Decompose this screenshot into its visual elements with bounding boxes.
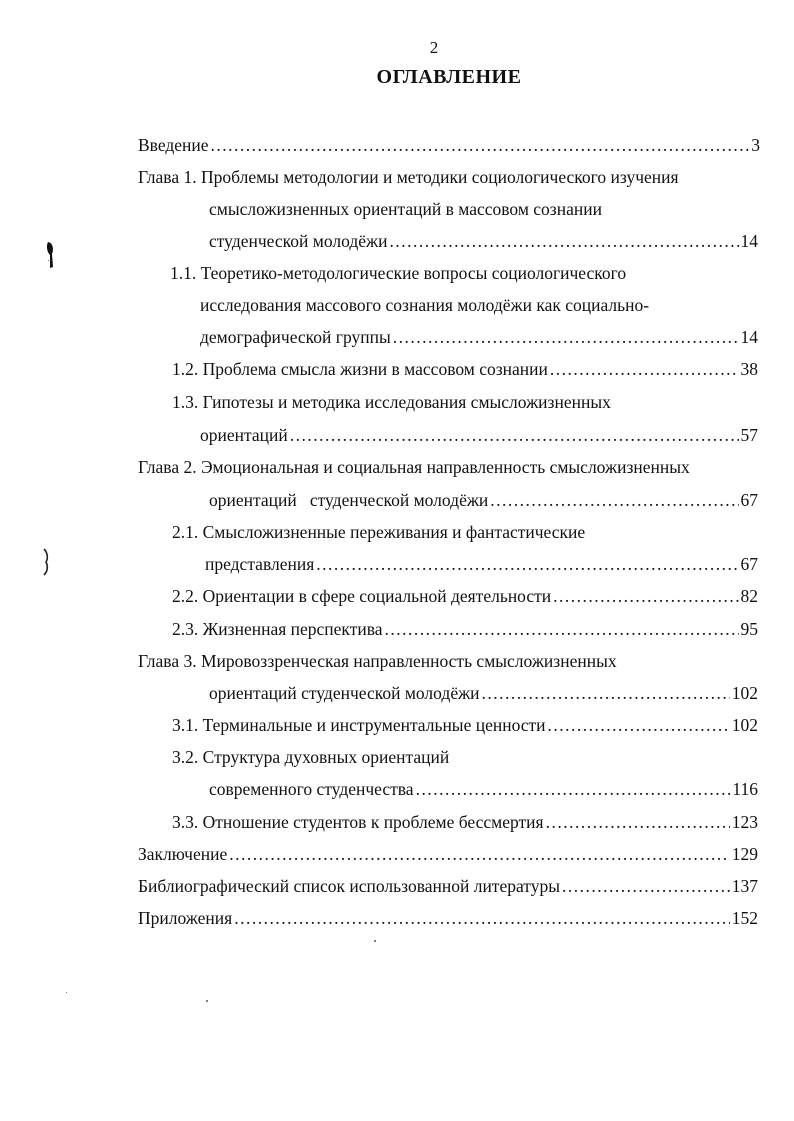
toc-entry-chapter-1[interactable] [209,230,758,252]
toc-page-number: 152 [731,908,758,928]
toc-entry-title: демографической группы [200,327,391,347]
toc-page-number: 3 [751,135,760,155]
toc-page-number: 102 [731,715,758,735]
toc-entry-title: Приложения [138,908,233,928]
page-number: 2 [429,38,439,57]
scan-artifact-speck [374,940,376,942]
toc-section-3-2-line-1[interactable]: 3.2. Структура духовных ориентаций [172,747,450,767]
toc-leader-dots [393,326,739,348]
toc-page-number: 38 [740,359,758,379]
toc-chapter-1-line-1[interactable]: Глава 1. Проблемы методологии и методики социологического изучения [138,167,679,187]
toc-entry-title: 3.3. Отношение студентов к проблеме бессмертия [172,812,544,832]
toc-chapter-3-line-1[interactable]: Глава 3. Мировоззренческая направленность смысложизненных [138,651,617,671]
toc-entry-section-2-2[interactable] [172,585,758,607]
toc-page-number: 137 [731,876,758,896]
toc-leader-dots [550,358,739,380]
toc-leader-dots [416,778,731,800]
toc-leader-dots [389,230,738,252]
scan-artifact-speck [48,260,49,261]
toc-leader-dots [553,585,738,607]
toc-entry-title: Заключение [138,844,228,864]
toc-entry-section-3-1[interactable] [172,714,758,736]
page-title: ОГЛАВЛЕНИЕ [376,66,522,88]
toc-leader-dots [385,618,739,640]
toc-entry-title: 2.3. Жизненная перспектива [172,619,383,639]
toc-leader-dots [490,489,738,511]
toc-entry-section-1-1[interactable] [200,326,758,348]
toc-entry-title: представления [205,554,315,574]
toc-leader-dots [562,875,730,897]
toc-entry-bibliography[interactable] [138,875,758,897]
toc-page-number: 129 [731,844,758,864]
toc-entry-section-1-2[interactable] [172,358,758,380]
toc-leader-dots [229,843,730,865]
toc-page-number: 67 [740,490,758,510]
toc-page-number: 14 [740,327,758,347]
toc-entry-title: современного студенчества [209,779,414,799]
toc-section-2-1-line-1[interactable]: 2.1. Смысложизненные переживания и фантастические [172,522,586,542]
toc-leader-dots [548,714,730,736]
toc-entry-title: 1.2. Проблема смысла жизни в массовом сознании [172,359,548,379]
toc-entry-section-2-3[interactable] [172,618,758,640]
toc-page-number: 102 [731,683,758,703]
toc-page-number: 116 [732,779,758,799]
scan-artifact-speck [66,992,67,993]
scan-artifact-bracket [42,547,52,577]
toc-leader-dots [211,134,750,156]
toc-entry-title: ориентаций студенческой молодёжи [209,683,480,703]
toc-entry-chapter-2[interactable] [209,489,758,511]
toc-chapter-1-line-2[interactable]: смысложизненных ориентаций в массовом сознании [209,199,602,219]
toc-entry-title: ориентаций [200,425,288,445]
toc-section-1-1-line-2[interactable]: исследования массового сознания молодёжи как социально- [200,295,650,315]
scan-artifact-mark [44,240,58,270]
toc-chapter-2-line-1[interactable]: Глава 2. Эмоциональная и социальная направленность смысложизненных [138,457,690,477]
toc-leader-dots [316,553,738,575]
toc-entry-section-3-2[interactable] [209,778,758,800]
toc-page-number: 82 [740,586,758,606]
toc-section-1-1-line-1[interactable]: 1.1. Теоретико-методологические вопросы социологического [170,263,627,283]
toc-entry-title: Введение [138,135,209,155]
toc-leader-dots [546,811,730,833]
toc-page-number: 14 [740,231,758,251]
toc-entry-intro[interactable] [138,134,760,156]
scan-artifact-speck [206,1000,208,1002]
toc-page-number: 123 [731,812,758,832]
toc-entry-conclusion[interactable] [138,843,758,865]
toc-leader-dots [234,907,730,929]
toc-entry-title: ориентаций студенческой молодёжи [209,490,489,510]
toc-leader-dots [482,682,730,704]
toc-leader-dots [290,424,739,446]
toc-entry-section-1-3[interactable] [200,424,758,446]
toc-entry-section-3-3[interactable] [172,811,758,833]
toc-entry-title: 2.2. Ориентации в сфере социальной деятельности [172,586,552,606]
toc-section-1-3-line-1[interactable]: 1.3. Гипотезы и методика исследования смысложизненных [172,392,611,412]
toc-page-number: 67 [740,554,758,574]
toc-entry-title: 3.1. Терминальные и инструментальные ценности [172,715,546,735]
toc-entry-appendix[interactable] [138,907,758,929]
toc-entry-title: студенческой молодёжи [209,231,388,251]
toc-page-number: 57 [740,425,758,445]
toc-page-number: 95 [740,619,758,639]
toc-entry-chapter-3[interactable] [209,682,758,704]
toc-entry-section-2-1[interactable] [205,553,758,575]
toc-entry-title: Библиографический список использованной литературы [138,876,560,896]
